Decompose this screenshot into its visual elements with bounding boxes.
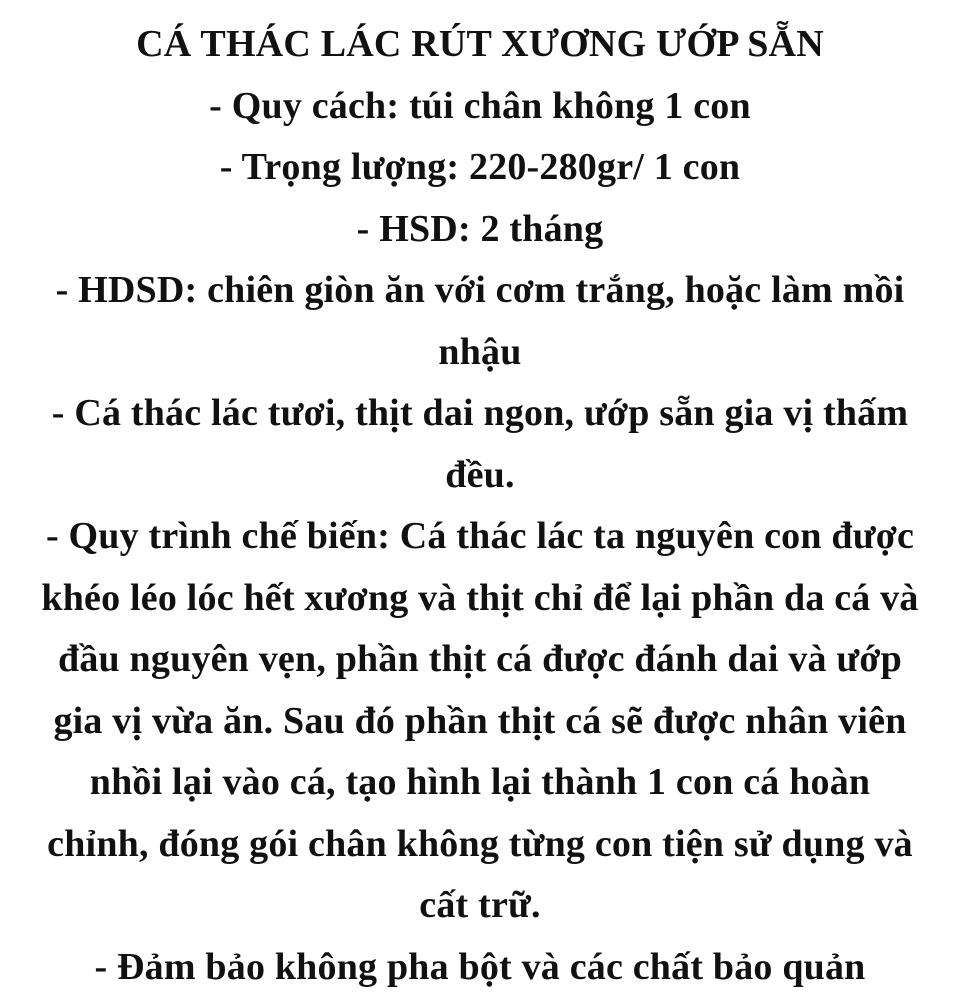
spec-weight: - Trọng lượng: 220-280gr/ 1 con <box>219 146 741 188</box>
process-line-7: cất trữ. <box>419 884 541 926</box>
feature-fresh-line-2: đều. <box>445 453 515 496</box>
product-description <box>0 14 960 998</box>
spec-usage-line-2: nhậu <box>438 330 522 373</box>
process-line-5: nhồi lại vào cá, tạo hình lại thành 1 con cá hoàn <box>89 761 871 803</box>
process-line-2: khéo léo lóc hết xương và thịt chỉ để lại phần da cá và <box>41 576 919 619</box>
process-line-1: - Quy trình chế biến: Cá thác lác ta nguyên con được <box>45 515 915 557</box>
spec-expiry: - HSD: 2 tháng <box>356 207 604 250</box>
product-title: CÁ THÁC LÁC RÚT XƯƠNG ƯỚP SẴN <box>136 23 824 65</box>
process-line-4: gia vị vừa ăn. Sau đó phần thịt cá sẽ được nhân viên <box>53 699 907 742</box>
spec-usage-line-1: - HDSD: chiên giòn ăn với cơm trắng, hoặc làm mồi <box>55 269 905 311</box>
spec-packaging: - Quy cách: túi chân không 1 con <box>209 84 751 127</box>
process-line-6: chỉnh, đóng gói chân không từng con tiện sử dụng và <box>47 822 913 865</box>
guarantee-line: - Đảm bảo không pha bột và các chất bảo quản <box>94 945 866 988</box>
feature-fresh-line-1: - Cá thác lác tươi, thịt dai ngon, ướp sẵn gia vị thấm <box>51 392 909 434</box>
process-line-3: đầu nguyên vẹn, phần thịt cá được đánh dai và ướp <box>57 638 903 680</box>
